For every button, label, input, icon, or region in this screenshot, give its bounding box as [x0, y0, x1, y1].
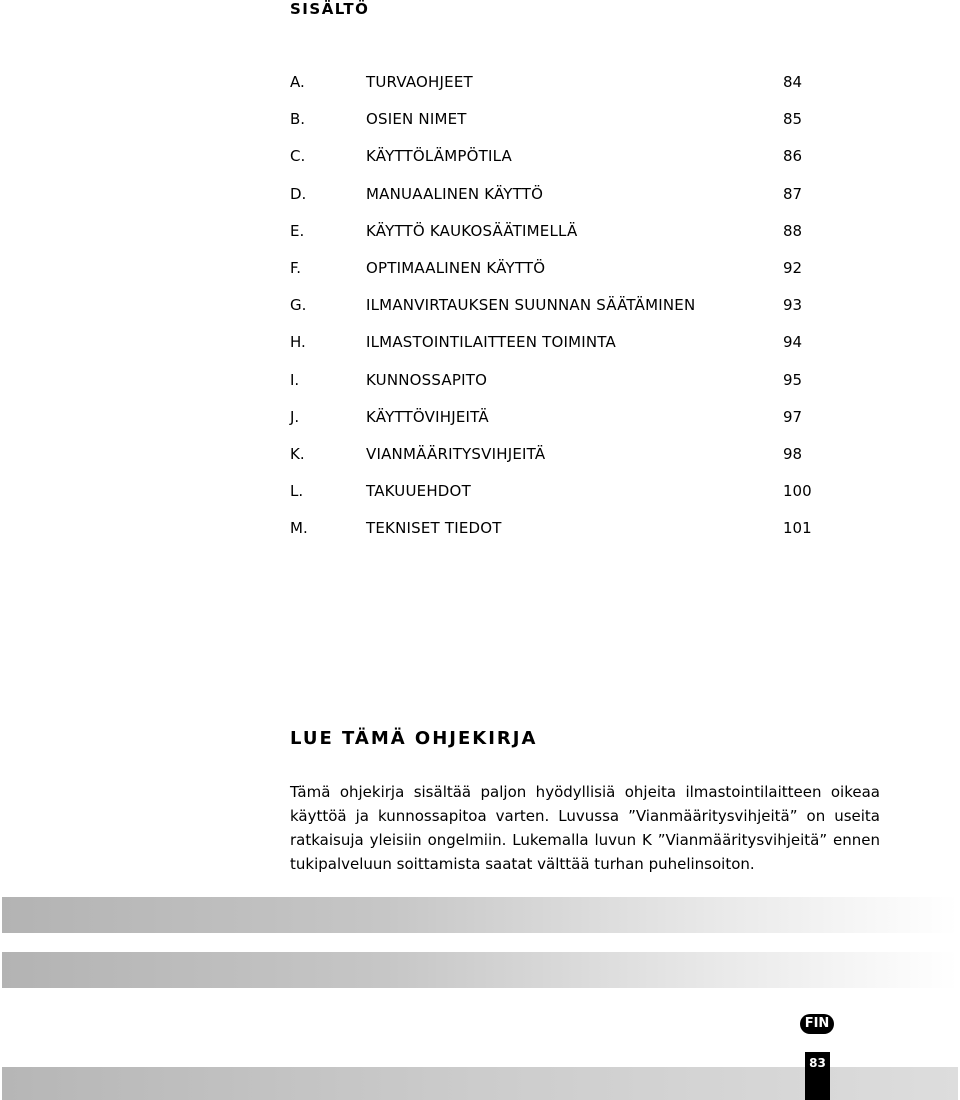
toc-row[interactable] [290, 444, 820, 481]
toc-title: OPTIMAALINEN KÄYTTÖ [366, 258, 546, 277]
toc-page-number: 85 [783, 110, 803, 129]
toc-title: KÄYTTÖ KAUKOSÄÄTIMELLÄ [366, 221, 578, 240]
toc-page-number: 97 [783, 407, 803, 426]
toc-row[interactable] [290, 407, 820, 444]
toc-letter: M. [290, 519, 308, 538]
toc-letter: C. [290, 147, 306, 166]
toc-row[interactable] [290, 258, 820, 295]
toc-page-number: 88 [783, 221, 803, 240]
toc-page-number: 86 [783, 147, 803, 166]
toc-title: ILMANVIRTAUKSEN SUUNNAN SÄÄTÄMINEN [366, 296, 696, 315]
toc-title: KUNNOSSAPITO [366, 370, 488, 389]
toc-letter: L. [290, 482, 304, 501]
toc-title: OSIEN NIMET [366, 110, 467, 129]
toc-row[interactable] [290, 221, 820, 258]
toc-title: KÄYTTÖLÄMPÖTILA [366, 147, 513, 166]
page-number-tab [805, 1052, 830, 1100]
toc-letter: E. [290, 221, 305, 240]
toc-page-number: 93 [783, 296, 803, 315]
read-manual-heading: LUE TÄMÄ OHJEKIRJA [290, 728, 538, 749]
toc-page-number: 98 [783, 444, 803, 463]
toc-row[interactable] [290, 109, 820, 146]
toc-letter: A. [290, 73, 305, 91]
toc-letter: H. [290, 333, 306, 352]
toc-row[interactable] [290, 332, 820, 369]
toc-page-number: 92 [783, 258, 803, 277]
table-of-contents [290, 72, 820, 555]
page-title: SISÄLTÖ [290, 0, 370, 18]
toc-row[interactable] [290, 370, 820, 407]
toc-letter: D. [290, 184, 307, 203]
toc-letter: F. [290, 258, 301, 277]
toc-letter: K. [290, 444, 305, 463]
toc-letter: B. [290, 110, 306, 129]
toc-page-number: 101 [783, 519, 812, 538]
decorative-band [2, 897, 958, 933]
page-number: 83 [809, 1056, 826, 1070]
toc-letter: G. [290, 296, 307, 315]
toc-row[interactable] [290, 184, 820, 221]
toc-letter: J. [290, 407, 300, 426]
toc-page-number: 95 [783, 370, 803, 389]
toc-page-number: 84 [783, 73, 803, 91]
toc-letter: I. [290, 370, 300, 389]
toc-page-number: 100 [783, 482, 812, 501]
toc-title: TAKUUEHDOT [366, 482, 471, 501]
toc-row[interactable] [290, 295, 820, 332]
toc-row[interactable] [290, 518, 820, 555]
toc-title: TURVAOHJEET [366, 73, 473, 91]
toc-page-number: 87 [783, 184, 803, 203]
toc-row[interactable] [290, 481, 820, 518]
toc-title: KÄYTTÖVIHJEITÄ [366, 407, 489, 426]
toc-title: TEKNISET TIEDOT [366, 519, 502, 538]
read-manual-paragraph: Tämä ohjekirja sisältää paljon hyödyllisiä ohjeita ilmastointilaitteen oikeaa käyttöä ja kunnossapitoa varten. Luvussa ”Vianmääritysvihjeitä” on useita ratkaisuja yleisiin ongelmiin. Lukemalla luvun K ”Vianmääritysvihjeitä” ennen tukipalveluun soittamista saatat välttää turhan puhelinsoiton. [290, 783, 880, 873]
toc-title: ILMASTOINTILAITTEEN TOIMINTA [366, 333, 616, 352]
toc-row[interactable] [290, 72, 820, 109]
toc-title: VIANMÄÄRITYSVIHJEITÄ [366, 444, 546, 463]
language-badge: FIN [800, 1014, 834, 1034]
decorative-band [2, 952, 958, 988]
toc-row[interactable] [290, 146, 820, 183]
toc-title: MANUAALINEN KÄYTTÖ [366, 184, 544, 203]
toc-page-number: 94 [783, 333, 803, 352]
